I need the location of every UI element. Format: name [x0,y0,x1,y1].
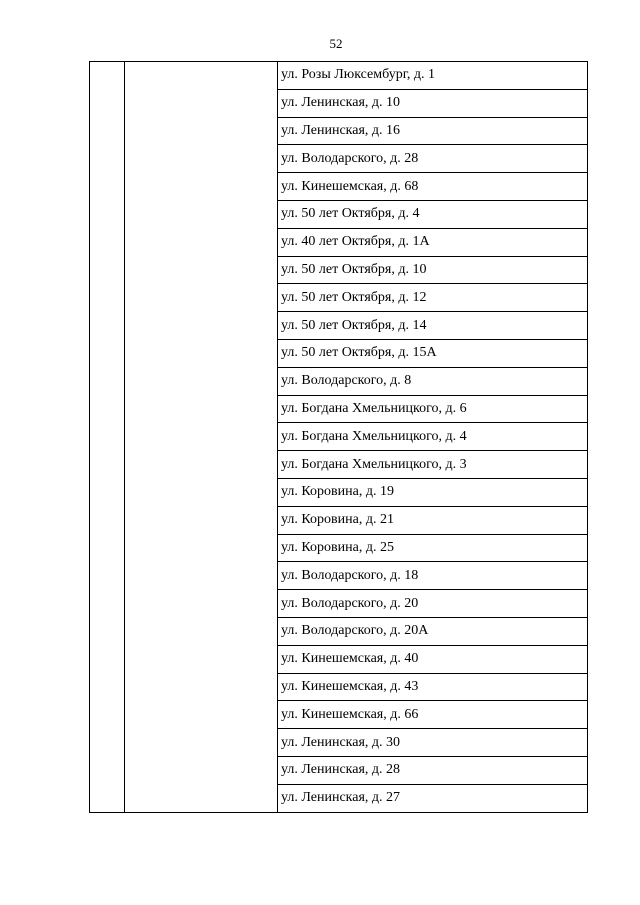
address-cell: ул. 50 лет Октября, д. 10 [278,256,588,284]
address-cell: ул. Кинешемская, д. 66 [278,701,588,729]
table-row [90,62,588,90]
address-cell: ул. 50 лет Октября, д. 12 [278,284,588,312]
address-cell: ул. Кинешемская, д. 43 [278,673,588,701]
address-cell: ул. 40 лет Октября, д. 1А [278,228,588,256]
number-column-cell [90,62,125,813]
page-number: 52 [329,36,343,51]
name-column-cell [125,62,278,813]
address-cell: ул. 50 лет Октября, д. 14 [278,312,588,340]
address-cell: ул. Кинешемская, д. 40 [278,645,588,673]
address-cell: ул. Володарского, д. 18 [278,562,588,590]
address-cell: ул. Ленинская, д. 27 [278,784,588,812]
address-cell: ул. Ленинская, д. 30 [278,729,588,757]
address-cell: ул. Володарского, д. 28 [278,145,588,173]
address-table [89,61,588,813]
address-cell: ул. Ленинская, д. 10 [278,89,588,117]
address-cell: ул. Коровина, д. 21 [278,506,588,534]
address-cell: ул. Ленинская, д. 16 [278,117,588,145]
address-cell: ул. Кинешемская, д. 68 [278,173,588,201]
address-cell: ул. Ленинская, д. 28 [278,756,588,784]
address-cell: ул. Богдана Хмельницкого, д. 4 [278,423,588,451]
address-cell: ул. 50 лет Октября, д. 4 [278,200,588,228]
address-cell: ул. Володарского, д. 20А [278,617,588,645]
address-table-body [90,62,588,813]
address-cell: ул. Богдана Хмельницкого, д. 6 [278,395,588,423]
address-cell: ул. Богдана Хмельницкого, д. 3 [278,451,588,479]
address-cell: ул. Володарского, д. 20 [278,590,588,618]
address-cell: ул. Коровина, д. 19 [278,478,588,506]
address-cell: ул. Розы Люксембург, д. 1 [278,62,588,90]
address-cell: ул. Володарского, д. 8 [278,367,588,395]
address-cell: ул. Коровина, д. 25 [278,534,588,562]
address-cell: ул. 50 лет Октября, д. 15А [278,339,588,367]
